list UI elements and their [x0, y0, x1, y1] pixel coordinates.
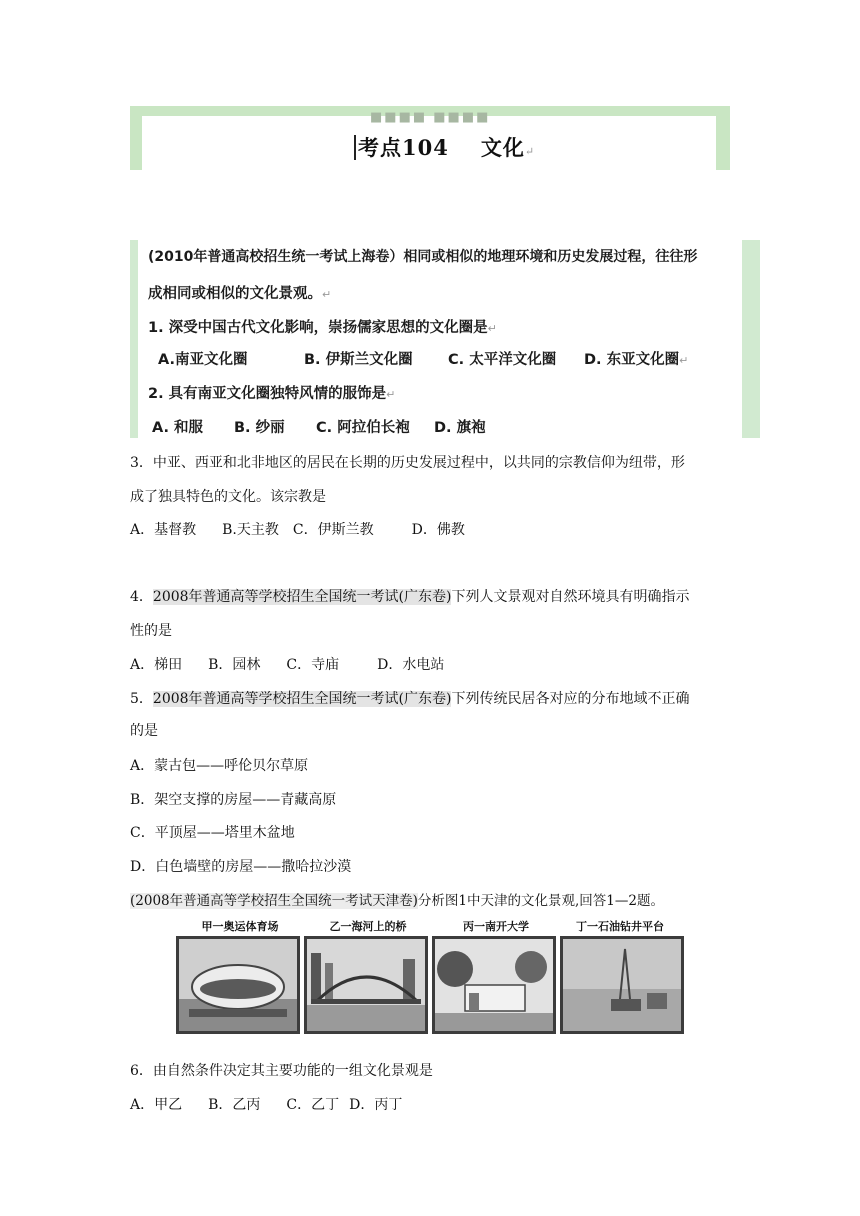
- q4-option-c: C．寺庙: [286, 657, 340, 673]
- banner-inner: [142, 110, 716, 170]
- scanned-q2-option-c: C. 阿拉伯长袍: [316, 420, 410, 436]
- scanned-q1-option-a: A.南亚文化圈: [158, 352, 248, 368]
- q5-option-c: C．平顶屋——塔里木盆地: [130, 825, 295, 841]
- scanned-q2-option-b: B. 纱丽: [234, 420, 285, 436]
- tianjin-source: (2008年普通高等学校招生全国统一考试天津卷): [130, 893, 418, 909]
- q5-option-a: A．蒙古包——呼伦贝尔草原: [130, 758, 309, 774]
- scanned-q2-option-a: A. 和服: [152, 420, 204, 436]
- scanned-question-content: [138, 240, 742, 438]
- topic-number: 考点104: [358, 135, 449, 160]
- q5-option-d: D．白色墙壁的房屋——撒哈拉沙漠: [130, 859, 352, 875]
- q4-line1: 4．2008年普通高等学校招生全国统一考试(广东卷)下列人文景观对自然环境具有明确指示: [130, 589, 690, 605]
- photo-caption-bing: 丙一南开大学: [463, 920, 529, 933]
- figure-1-photos: [172, 918, 692, 1036]
- scanned-q1-option-c: C. 太平洋文化圈: [448, 352, 557, 368]
- scanned-intro-line2: 成相同或相似的文化景观。↵: [148, 286, 332, 302]
- photo-caption-jia: 甲一奥运体育场: [201, 920, 279, 933]
- q3-line1: 3．中亚、西亚和北非地区的居民在长期的历史发展过程中，以共同的宗教信仰为纽带，形: [130, 455, 685, 471]
- scanned-intro-line1: (2010年普通高校招生统一考试上海卷）相同或相似的地理环境和历史发展过程，往往形: [148, 249, 698, 265]
- q4-source: 2008年普通高等学校招生全国统一考试(广东卷): [152, 589, 452, 605]
- photo-haihe-bridge: [304, 936, 428, 1034]
- q4-options: [130, 654, 444, 674]
- q6-option-d: D．丙丁: [349, 1097, 403, 1113]
- topic-title: 考点104 文化↵: [354, 132, 535, 162]
- q3-options: [130, 519, 465, 539]
- q6-option-c: C．乙丁: [286, 1097, 340, 1113]
- q4-option-d: D．水电站: [377, 657, 445, 673]
- q6-options: [130, 1094, 402, 1114]
- q6-option-b: B．乙丙: [208, 1097, 261, 1113]
- q5-option-b: B．架空支撑的房屋——青藏高原: [130, 792, 337, 808]
- photo-olympic-stadium: [176, 936, 300, 1034]
- q4-line2: 性的是: [130, 623, 172, 639]
- scanned-q1-option-d: D. 东亚文化圈↵: [584, 352, 689, 368]
- q5-line1: 5．2008年普通高等学校招生全国统一考试(广东卷)下列传统民居各对应的分布地域不正确: [130, 691, 690, 707]
- topic-banner: [130, 106, 730, 170]
- q4-option-b: B．园林: [208, 657, 261, 673]
- q3-option-c: C．伊斯兰教: [292, 522, 374, 538]
- q5-source: 2008年普通高等学校招生全国统一考试(广东卷): [152, 691, 452, 707]
- scanned-q2-option-d: D. 旗袍: [434, 420, 486, 436]
- topic-name: 文化: [480, 135, 525, 160]
- q5-line2: 的是: [130, 723, 158, 739]
- q3-line2: 成了独具特色的文化。该宗教是: [130, 489, 326, 505]
- scanned-question-block: [130, 240, 760, 438]
- scanned-question-1: 1. 深受中国古代文化影响，崇扬儒家思想的文化圈是↵: [148, 320, 497, 336]
- q6-stem: 6．由自然条件决定其主要功能的一组文化景观是: [130, 1063, 433, 1079]
- q6-option-a: A．甲乙: [130, 1097, 183, 1113]
- photo-caption-yi: 乙一海河上的桥: [329, 920, 407, 933]
- photo-nankai-university: [432, 936, 556, 1034]
- q4-option-a: A．梯田: [130, 657, 183, 673]
- scanned-question-2: 2. 具有南亚文化圈独特风情的服饰是↵: [148, 386, 396, 402]
- banner-faint-text: ■■■■ ■■■■: [370, 110, 491, 125]
- scanned-q1-option-b: B. 伊斯兰文化圈: [304, 352, 413, 368]
- q3-option-d: D．佛教: [411, 522, 465, 538]
- q3-option-a: A．基督教: [130, 522, 197, 538]
- q3-option-b: B.天主教: [222, 522, 279, 538]
- tianjin-intro: (2008年普通高等学校招生全国统一考试天津卷)分析图1中天津的文化景观,回答1—2题。: [130, 893, 664, 909]
- photo-oil-platform: [560, 936, 684, 1034]
- photo-caption-ding: 丁一石油钻井平台: [576, 920, 664, 933]
